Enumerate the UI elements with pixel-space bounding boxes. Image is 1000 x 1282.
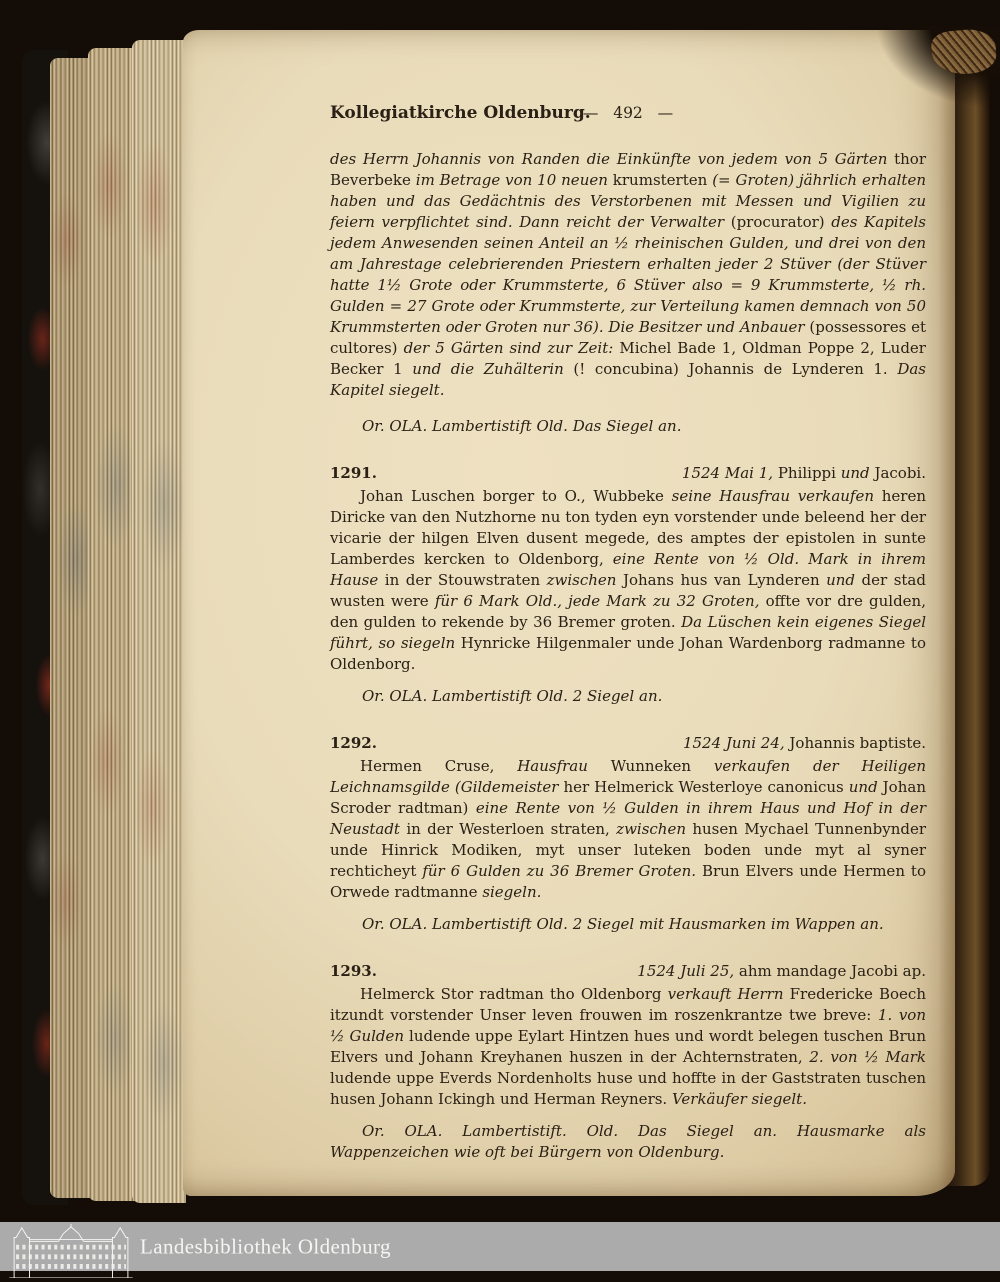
- archive-note: Or. OLA. Lambertistift Old. 2 Siegel mit Hausmarken im Wappen an.: [362, 915, 884, 933]
- archive-note: Or. OLA. Lambertistift Old. 2 Siegel an.: [362, 687, 663, 705]
- entry-header: [330, 463, 926, 484]
- page-stack-edge: [132, 40, 186, 1203]
- running-header-title: Kollegiatkirche Oldenburg.: [330, 103, 591, 123]
- entry-header: [330, 961, 926, 982]
- entry-date: 1524 Juni 24, Johannis baptiste.: [682, 734, 926, 752]
- entry-date: 1524 Mai 1, Philippi und Jacobi.: [681, 464, 926, 482]
- charter-entry-1292: [330, 733, 926, 935]
- entry-date: 1524 Juli 25, ahm mandage Jacobi ap.: [637, 962, 926, 980]
- page-number: — 492 —: [582, 104, 674, 122]
- archive-note: Or. OLA. Lambertistift Old. Das Siegel an.: [362, 417, 682, 435]
- entry-body: Johan Luschen borger to O., Wubbeke seine Hausfrau verkaufen heren Diricke van den Nutzhorne nu ton tyden eyn vorstender unde beleend her der vicarie der hilgen Elven dusent megede, des amptes der epistolen in sunte Lamberdes kercken to Oldenborg, eine Rente von ½ Old. Mark in ihrem Hause in der Stouwstraten zwischen Johans hus van Lynderen und der stad wusten were für 6 Mark Old., jede Mark zu 32 Groten, offte vor dre gulden, den gulden to rekende by 36 Bremer groten. Da Lüschen kein eigenes Siegel führt, so siegeln Hynricke Hilgenmaler unde Johan Wardenborg radmanne to Oldenborg.: [330, 487, 926, 673]
- library-footer-bar: [0, 1222, 1000, 1271]
- page-stack-edge: [50, 58, 92, 1198]
- entry-number: 1292.: [330, 734, 377, 752]
- binding-gutter-shadow: [938, 36, 990, 1186]
- book-page: [183, 30, 955, 1196]
- page-text-column: [330, 102, 926, 1163]
- charter-entry-1293: [330, 961, 926, 1163]
- charter-continuation-text: des Herrn Johannis von Randen die Einkünfte von jedem von 5 Gärten thor Beverbeke im Betrage von 10 neuen krumsterten (= Groten) jährlich erhalten haben und das Gedächtnis des Verstorbenen mit Messen und Vigilien zu feiern verpflichtet sind. Dann reicht der Verwalter (procurator) des Kapitels jedem Anwesenden seinen Anteil an ½ rheinischen Gulden, und drei von den am Jahrestage celebrierenden Priestern erhalten jeder 2 Stüver (der Stüver hatte 1½ Grote oder Krummsterte, 6 Stüver also = 9 Krummsterte, ½ rh. Gulden = 27 Grote oder Krummsterte, zur Verteilung kamen demnach von 50 Krummsterten oder Groten nur 36). Die Besitzer und Anbauer (possessores et cultores) der 5 Gärten sind zur Zeit: Michel Bade 1, Oldman Poppe 2, Luder Becker 1 und die Zuhälterin (! concubina) Johannis de Lynderen 1. Das Kapitel siegelt.: [330, 150, 927, 399]
- charter-entry-1291: [330, 463, 926, 707]
- library-building-logo-icon: [8, 1224, 134, 1282]
- entry-body: Hermen Cruse, Hausfrau Wunneken verkaufen der Heiligen Leichnamsgilde (Gildemeister her Helmerick Westerloye canonicus und Johan Scroder radtman) eine Rente von ½ Gulden in ihrem Haus und Hof in der Neustadt in der Westerloen straten, zwischen husen Mychael Tunnenbynder unde Hinrick Modiken, myt unser luteken boden unde myt al syner rechticheyt für 6 Gulden zu 36 Bremer Groten. Brun Elvers unde Hermen to Orwede radtmanne siegeln.: [330, 757, 927, 901]
- archive-note: Or. OLA. Lambertistift. Old. Das Siegel an. Hausmarke als Wappenzeichen wie oft bei Bürgern von Oldenburg.: [330, 1122, 926, 1161]
- page-stack-edge: [88, 48, 136, 1201]
- entry-number: 1293.: [330, 962, 377, 980]
- entry-header: [330, 733, 926, 754]
- running-header: [330, 102, 926, 124]
- library-name: Landesbibliothek Oldenburg: [140, 1234, 391, 1258]
- entry-number: 1291.: [330, 464, 377, 482]
- entry-body: Helmerck Stor radtman tho Oldenborg verkauft Herrn Fredericke Boech itzundt vorstender Unser leven frouwen im roszenkrantze twe breve: 1. von ½ Gulden ludende uppe Eylart Hintzen hues und wordt belegen tuschen Brun Elvers und Johann Kreyhanen huszen in der Achternstraten, 2. von ½ Mark ludende uppe Everds Nordenholts huse und hoffte in der Gaststraten tuschen husen Johann Ickingh und Herman Reyners. Verkäufer siegelt.: [330, 985, 926, 1108]
